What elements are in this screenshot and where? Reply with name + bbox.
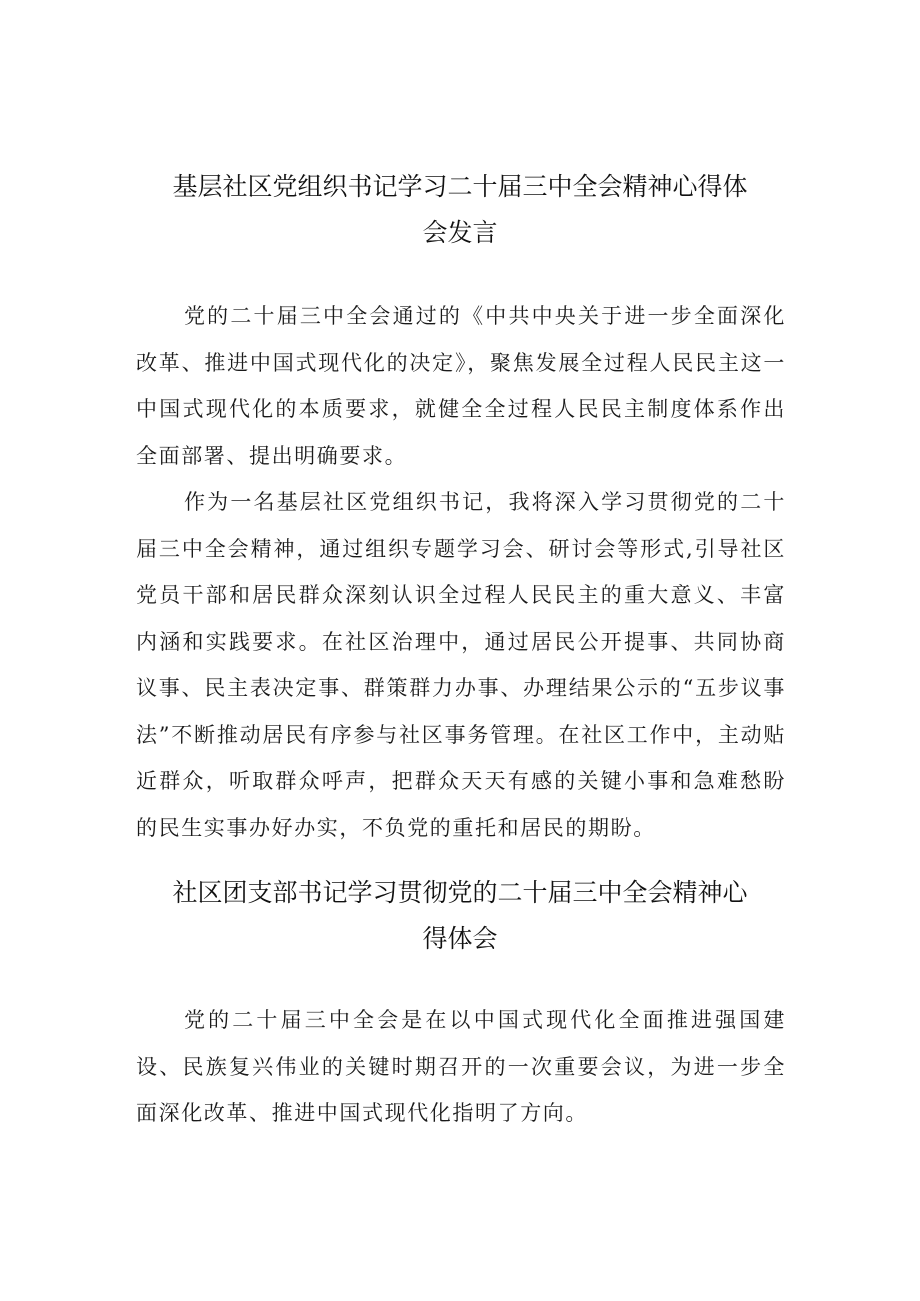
section-1-paragraph-2: 作为一名基层社区党组织书记，我将深入学习贯彻党的二十届三中全会精神，通过组织专题学习会、研讨会等形式,引导社区党员干部和居民群众深刻认识全过程人民民主的重大意义、丰富内涵和实践要求。在社区治理中，通过居民公开提事、共同协商议事、民主表决定事、群策群力办事、办理结果公示的“五步议事法”不断推动居民有序参与社区事务管理。在社区工作中，主动贴近群众，听取群众呼声，把群众天天有感的关键小事和急难愁盼的民生实事办好办实，不负党的重托和居民的期盼。: [136, 490, 786, 840]
section-2-paragraph-1: 党的二十届三中全会是在以中国式现代化全面推进强国建设、民族复兴伟业的关键时期召开的一次重要会议，为进一步全面深化改革、推进中国式现代化指明了方向。: [136, 1008, 786, 1125]
section-title-2-line-2: 得体会: [422, 924, 498, 953]
section-title-2-line-1: 社区团支部书记学习贯彻党的二十届三中全会精神心: [172, 878, 748, 907]
section-title-1: [130, 164, 790, 256]
section-1-paragraph-1: 党的二十届三中全会通过的《中共中央关于进一步全面深化改革、推进中国式现代化的决定》，聚焦发展全过程人民民主这一中国式现代化的本质要求，就健全全过程人民民主制度体系作出全面部署、提出明确要求。: [136, 304, 786, 468]
section-title-1-line-1: 基层社区党组织书记学习二十届三中全会精神心得体: [172, 172, 748, 201]
section-title-1-line-2: 会发言: [422, 218, 498, 247]
section-title-2: [130, 870, 790, 962]
